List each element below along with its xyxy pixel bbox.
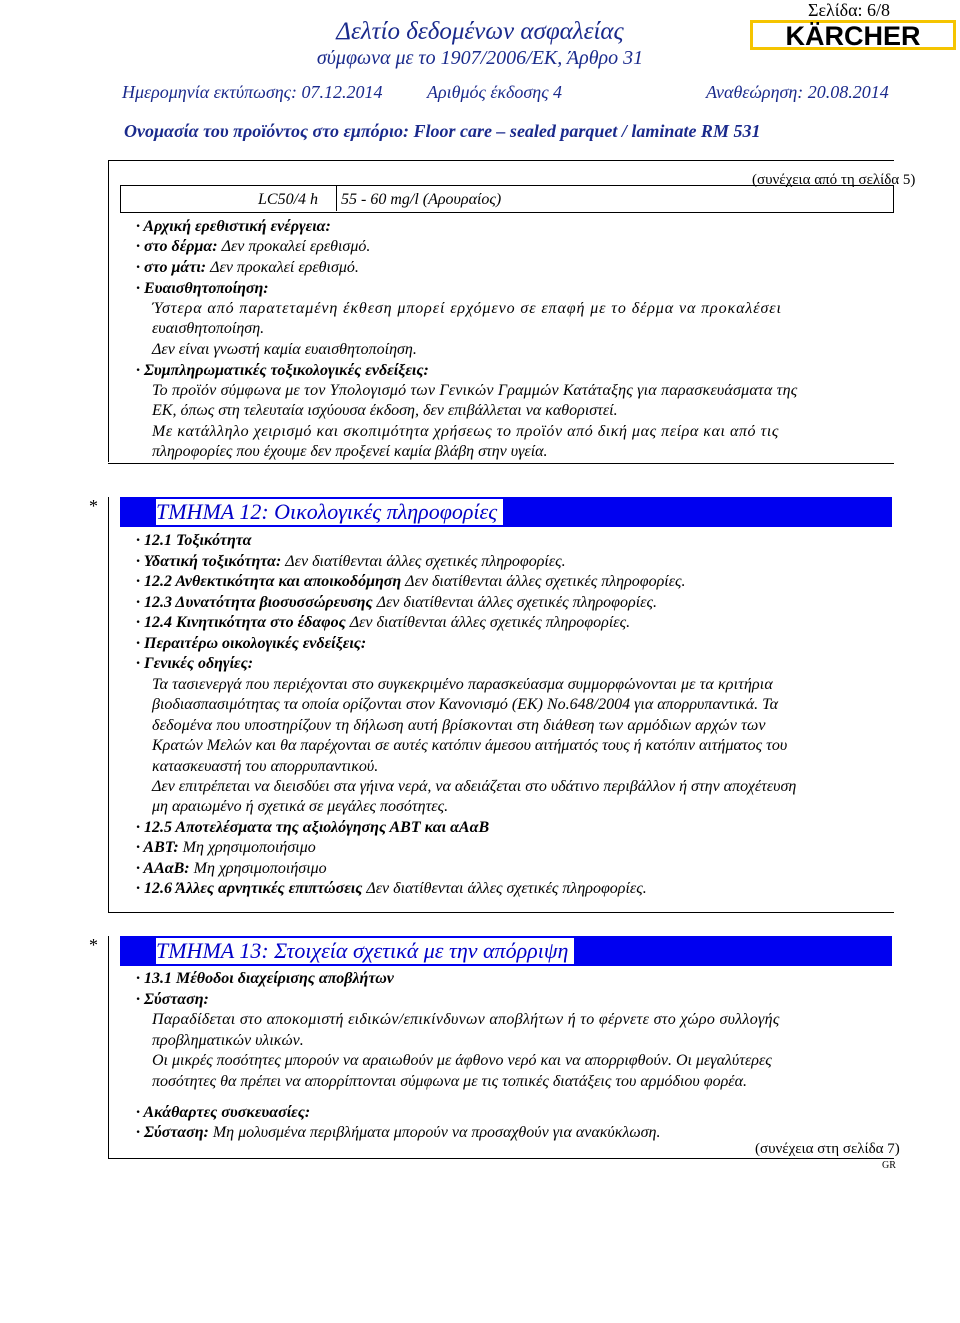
version-number: Αριθμός έκδοσης 4 bbox=[427, 82, 563, 102]
further-heading: · Περαιτέρω οικολογικές ενδείξεις: bbox=[136, 635, 367, 652]
s126-value: Δεν διατίθενται άλλες σχετικές πληροφορίες. bbox=[366, 880, 647, 897]
header-divider bbox=[108, 160, 894, 161]
general-line4: Κρατών Μελών και θα παρέχονται σε αυτές κατόπιν άμεσου αιτήματός τους ή κατόπιν αιτήματος του bbox=[152, 737, 788, 754]
additional-line2: ΕΚ, όπως στη τελευταία ισχύουσα έκδοση, δεν επιβάλλεται να καθοριστεί. bbox=[152, 402, 618, 419]
pbt-label: · ΑΒΤ: bbox=[136, 839, 179, 856]
s123-line bbox=[136, 593, 657, 612]
sensitisation-heading: · Ευαισθητοποίηση: bbox=[136, 280, 269, 297]
aquatic-label: · Υδατική τοξικότητα: bbox=[136, 553, 282, 570]
additional-heading: · Συμπληρωματικές τοξικολογικές ενδείξεις: bbox=[136, 362, 429, 379]
section12-left-border bbox=[108, 497, 109, 912]
packaging-recommendation bbox=[136, 1123, 661, 1142]
section-divider-11 bbox=[108, 463, 894, 464]
section13-title: ΤΜΗΜΑ 13: Στοιχεία σχετικά με την απόρριψη bbox=[156, 938, 574, 964]
s122-label: · 12.2 Ανθεκτικότητα και αποικοδόμηση bbox=[136, 573, 402, 590]
general-line7: μη αραιωμένο ή σχετικά σε μεγάλες ποσότητες. bbox=[152, 798, 449, 815]
general-line6: Δεν επιτρέπεται να διεισδύει στα γήινα νερά, να αδειάζεται στο υδάτινο περιβάλλον ή στην αποχέτευση bbox=[152, 778, 797, 795]
print-date: Ημερομηνία εκτύπωσης: 07.12.2014 bbox=[122, 82, 383, 102]
s122-line bbox=[136, 572, 686, 591]
additional-line3: Με κατάλληλο χειρισμό και σκοπιμότητα χρήσεως το προϊόν από δική μας πείρα και από τις bbox=[152, 423, 779, 440]
irritation-skin bbox=[136, 237, 370, 256]
eye-value: Δεν προκαλεί ερεθισμό. bbox=[210, 259, 359, 276]
vpvb-line bbox=[136, 859, 327, 878]
general-heading: · Γενικές οδηγίες: bbox=[136, 655, 254, 672]
table-label: LC50/4 h bbox=[258, 191, 319, 208]
product-name: Ονομασία του προϊόντος στο εμπόριο: Floor care – sealed parquet / laminate RM 531 bbox=[124, 121, 761, 141]
pbt-value: Μη χρησιμοποιήσιμο bbox=[182, 839, 316, 856]
aquatic-toxicity bbox=[136, 552, 566, 571]
s124-label: · 12.4 Κινητικότητα στο έδαφος bbox=[136, 614, 346, 631]
recommendation-line2: προβληματικών υλικών. bbox=[152, 1032, 304, 1049]
section-divider-12 bbox=[108, 912, 894, 913]
continued-from: (συνέχεια από τη σελίδα 5) bbox=[752, 172, 916, 188]
packaging-heading: · Ακάθαρτες συσκευασίες: bbox=[136, 1104, 311, 1121]
s131-heading: · 13.1 Μέθοδοι διαχείρισης αποβλήτων bbox=[136, 970, 394, 987]
section12-title: ΤΜΗΜΑ 12: Οικολογικές πληροφορίες bbox=[156, 499, 503, 525]
s125-heading: · 12.5 Αποτελέσματα της αξιολόγησης ΑΒΤ και αΑαΒ bbox=[136, 819, 490, 836]
general-line3: δεδομένα που υποστηρίζουν τη δήλωση αυτή βρίσκονται στη διάθεση των αρμόδιων αρχών των bbox=[152, 717, 766, 734]
content-left-border bbox=[108, 160, 109, 462]
section13-left-border bbox=[108, 936, 109, 1158]
language-code: GR bbox=[882, 1160, 896, 1171]
eye-label: · στο μάτι: bbox=[136, 259, 207, 276]
footer-divider bbox=[108, 1158, 894, 1159]
irritation-heading: · Αρχική ερεθιστική ενέργεια: bbox=[136, 218, 331, 235]
s126-line bbox=[136, 879, 647, 898]
section13-change-marker: * bbox=[89, 935, 98, 955]
table-divider bbox=[336, 185, 337, 211]
document-subtitle: σύμφωνα με το 1907/2006/ΕΚ, Άρθρο 31 bbox=[316, 47, 644, 69]
recommendation-heading: · Σύσταση: bbox=[136, 991, 209, 1008]
logo-text: KÄRCHER bbox=[785, 21, 921, 50]
page-number: Σελίδα: 6/8 bbox=[808, 0, 891, 20]
vpvb-value: Μη χρησιμοποιήσιμο bbox=[193, 860, 327, 877]
continued-on: (συνέχεια στη σελίδα 7) bbox=[755, 1141, 900, 1157]
skin-label: · στο δέρμα: bbox=[136, 238, 218, 255]
s124-line bbox=[136, 613, 630, 632]
sensitisation-line3: Δεν είναι γνωστή καμία ευαισθητοποίηση. bbox=[152, 341, 417, 358]
vpvb-label: · ΑΑαΒ: bbox=[136, 860, 190, 877]
general-line1: Τα τασιενεργά που περιέχονται στο συγκεκριμένο παρασκεύασμα συμμορφώνονται με τα κριτήρια bbox=[152, 676, 773, 693]
s126-label: · 12.6 Άλλες αρνητικές επιπτώσεις bbox=[136, 880, 363, 897]
aquatic-value: Δεν διατίθενται άλλες σχετικές πληροφορίες. bbox=[285, 553, 566, 570]
recommendation-line3: Οι μικρές ποσότητες μπορούν να αραιωθούν με άφθονο νερό και να απορριφθούν. Οι μεγαλύτερες bbox=[152, 1052, 772, 1069]
document-title: Δελτίο δεδομένων ασφαλείας bbox=[336, 18, 624, 45]
packaging-rec-label: · Σύσταση: bbox=[136, 1124, 209, 1141]
irritation-eye bbox=[136, 258, 359, 277]
section12-change-marker: * bbox=[89, 496, 98, 516]
s123-value: Δεν διατίθενται άλλες σχετικές πληροφορίες. bbox=[376, 594, 657, 611]
table-value: 55 - 60 mg/l (Αρουραίος) bbox=[341, 191, 502, 208]
recommendation-line4: ποσότητες θα πρέπει να απορρίπτονται σύμφωνα με τις τοπικές διατάξεις του αρμόδιου φορέα. bbox=[152, 1073, 747, 1090]
sensitisation-line2: ευαισθητοποίηση. bbox=[152, 320, 265, 337]
sensitisation-line1: Ύστερα από παρατεταμένη έκθεση μπορεί ερχόμενο σε επαφή με το δέρμα να προκαλέσει bbox=[152, 300, 782, 317]
additional-line1: Το προϊόν σύμφωνα με τον Υπολογισμό των Γενικών Γραμμών Κατάταξης για παρασκευάσματα της bbox=[152, 382, 798, 399]
general-line5: κατασκευαστή του απορρυπαντικού. bbox=[152, 758, 379, 775]
skin-value: Δεν προκαλεί ερεθισμό. bbox=[221, 238, 371, 255]
additional-line4: πληροφορίες που έχουμε δεν προξενεί καμία βλάβη στην υγεία. bbox=[152, 443, 548, 460]
s121-heading: · 12.1 Τοξικότητα bbox=[136, 532, 252, 549]
general-line2: βιοδιασπασιμότητας τα οποία ορίζονται στον Κανονισμό (ΕΚ) No.648/2004 για απορρυπαντικά. Τα bbox=[152, 696, 778, 713]
s123-label: · 12.3 Δυνατότητα βιοσυσσώρευσης bbox=[136, 594, 373, 611]
revision-date: Αναθεώρηση: 20.08.2014 bbox=[706, 82, 889, 102]
s122-value: Δεν διατίθενται άλλες σχετικές πληροφορίες. bbox=[405, 573, 686, 590]
recommendation-line1: Παραδίδεται στο αποκομιστή ειδικών/επικίνδυνων αποβλήτων ή το φέρνετε στο χώρο συλλογής bbox=[152, 1011, 780, 1028]
toxicity-table bbox=[120, 185, 894, 213]
packaging-rec-value: Μη μολυσμένα περιβλήματα μπορούν να προσαχθούν για ανακύκλωση. bbox=[212, 1124, 661, 1141]
s124-value: Δεν διατίθενται άλλες σχετικές πληροφορίες. bbox=[349, 614, 631, 631]
pbt-line bbox=[136, 838, 316, 857]
